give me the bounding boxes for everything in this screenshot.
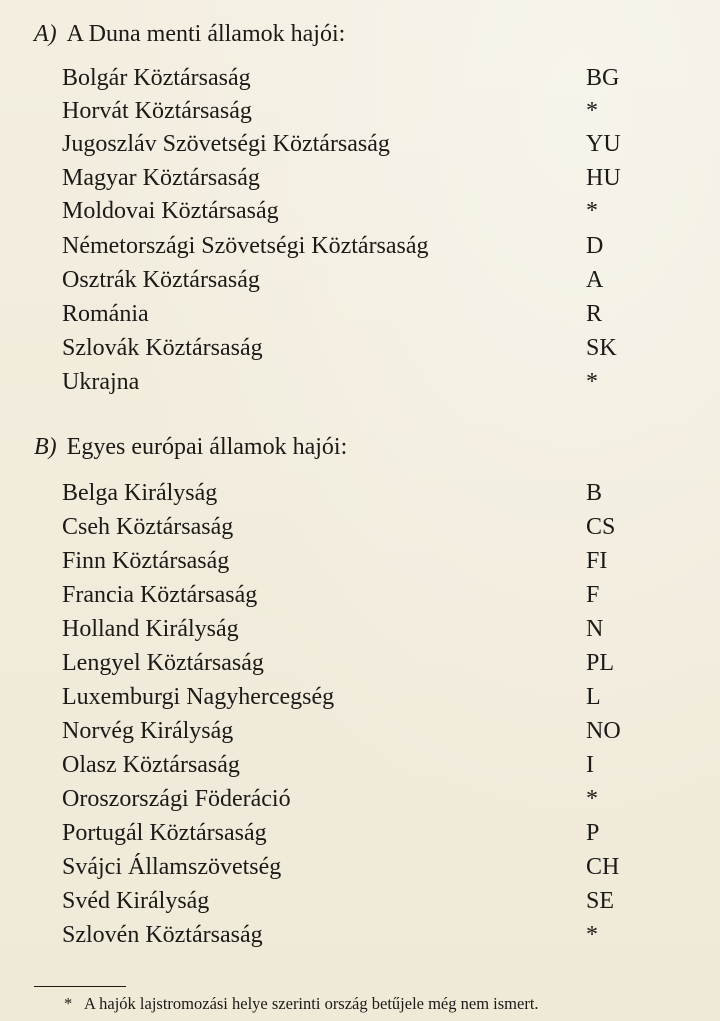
country-name: Németországi Szövetségi Köztársaság bbox=[62, 233, 429, 259]
section-a-heading bbox=[34, 19, 345, 49]
section-a-letter: A bbox=[34, 21, 49, 47]
country-code: SK bbox=[586, 335, 617, 361]
section-b-title: Egyes európai államok hajói: bbox=[66, 434, 348, 460]
list-item bbox=[62, 613, 662, 646]
country-code: P bbox=[586, 820, 600, 846]
country-name: Ukrajna bbox=[62, 369, 140, 395]
country-code: N bbox=[586, 616, 604, 642]
country-code: HU bbox=[586, 165, 621, 191]
footnote bbox=[64, 993, 539, 1015]
country-code: B bbox=[586, 480, 603, 506]
country-code: SE bbox=[586, 888, 615, 914]
section-b-paren: ) bbox=[48, 434, 57, 460]
country-code: PL bbox=[586, 650, 615, 676]
list-item bbox=[62, 477, 662, 510]
country-code: L bbox=[586, 684, 601, 710]
country-name: Francia Köztársaság bbox=[62, 582, 258, 608]
list-item bbox=[62, 579, 662, 612]
country-name: Lengyel Köztársaság bbox=[62, 650, 264, 676]
list-item bbox=[62, 264, 662, 297]
list-item bbox=[62, 817, 662, 850]
country-name: Osztrák Köztársaság bbox=[62, 267, 260, 293]
country-name: Finn Köztársaság bbox=[62, 548, 230, 574]
section-a-paren: ) bbox=[48, 21, 57, 47]
country-name: Norvég Királyság bbox=[62, 718, 234, 744]
country-code: * bbox=[586, 98, 598, 124]
list-item bbox=[62, 62, 662, 95]
list-item bbox=[62, 162, 662, 195]
footnote-mark: * bbox=[64, 994, 73, 1013]
country-name: Horvát Köztársaság bbox=[62, 98, 252, 124]
list-item bbox=[62, 783, 662, 816]
list-item bbox=[62, 545, 662, 578]
country-name: Svéd Királyság bbox=[62, 888, 210, 914]
list-item bbox=[62, 885, 662, 918]
list-item bbox=[62, 647, 662, 680]
country-name: Bolgár Köztársaság bbox=[62, 65, 251, 91]
country-code: * bbox=[586, 786, 598, 812]
list-item bbox=[62, 195, 662, 228]
country-code: CS bbox=[586, 514, 616, 540]
country-code: YU bbox=[586, 131, 621, 157]
country-name: Cseh Köztársaság bbox=[62, 514, 234, 540]
country-code: * bbox=[586, 369, 598, 395]
country-code: A bbox=[586, 267, 604, 293]
country-code: FI bbox=[586, 548, 608, 574]
section-a-title: A Duna menti államok hajói: bbox=[66, 21, 346, 47]
country-name: Szlovák Köztársaság bbox=[62, 335, 263, 361]
list-item bbox=[62, 919, 662, 952]
country-name: Portugál Köztársaság bbox=[62, 820, 267, 846]
list-item bbox=[62, 298, 662, 331]
country-code: F bbox=[586, 582, 600, 608]
country-name: Magyar Köztársaság bbox=[62, 165, 260, 191]
section-b-letter: B bbox=[34, 434, 49, 460]
country-code: * bbox=[586, 198, 598, 224]
country-name: Olasz Köztársaság bbox=[62, 752, 240, 778]
footnote-text: A hajók lajstromozási helye szerinti ország betűjele még nem ismert. bbox=[84, 994, 539, 1013]
footnote-divider bbox=[34, 986, 126, 987]
country-name: Jugoszláv Szövetségi Köztársaság bbox=[62, 131, 390, 157]
country-name: Oroszországi Föderáció bbox=[62, 786, 291, 812]
country-code: NO bbox=[586, 718, 621, 744]
country-code: * bbox=[586, 922, 598, 948]
list-item bbox=[62, 332, 662, 365]
section-b-heading bbox=[34, 432, 347, 462]
country-name: Szlovén Köztársaság bbox=[62, 922, 263, 948]
list-item bbox=[62, 749, 662, 782]
list-item bbox=[62, 681, 662, 714]
country-name: Románia bbox=[62, 301, 149, 327]
country-name: Svájci Államszövetség bbox=[62, 854, 282, 880]
country-name: Luxemburgi Nagyhercegség bbox=[62, 684, 335, 710]
country-code: R bbox=[586, 301, 603, 327]
list-item bbox=[62, 95, 662, 128]
list-item bbox=[62, 511, 662, 544]
country-name: Belga Királyság bbox=[62, 480, 218, 506]
country-code: I bbox=[586, 752, 594, 778]
country-code: CH bbox=[586, 854, 620, 880]
list-item bbox=[62, 715, 662, 748]
list-item bbox=[62, 366, 662, 399]
country-name: Moldovai Köztársaság bbox=[62, 198, 279, 224]
list-item bbox=[62, 128, 662, 161]
list-item bbox=[62, 230, 662, 263]
country-name: Holland Királyság bbox=[62, 616, 239, 642]
country-code: D bbox=[586, 233, 604, 259]
country-code: BG bbox=[586, 65, 620, 91]
list-item bbox=[62, 851, 662, 884]
